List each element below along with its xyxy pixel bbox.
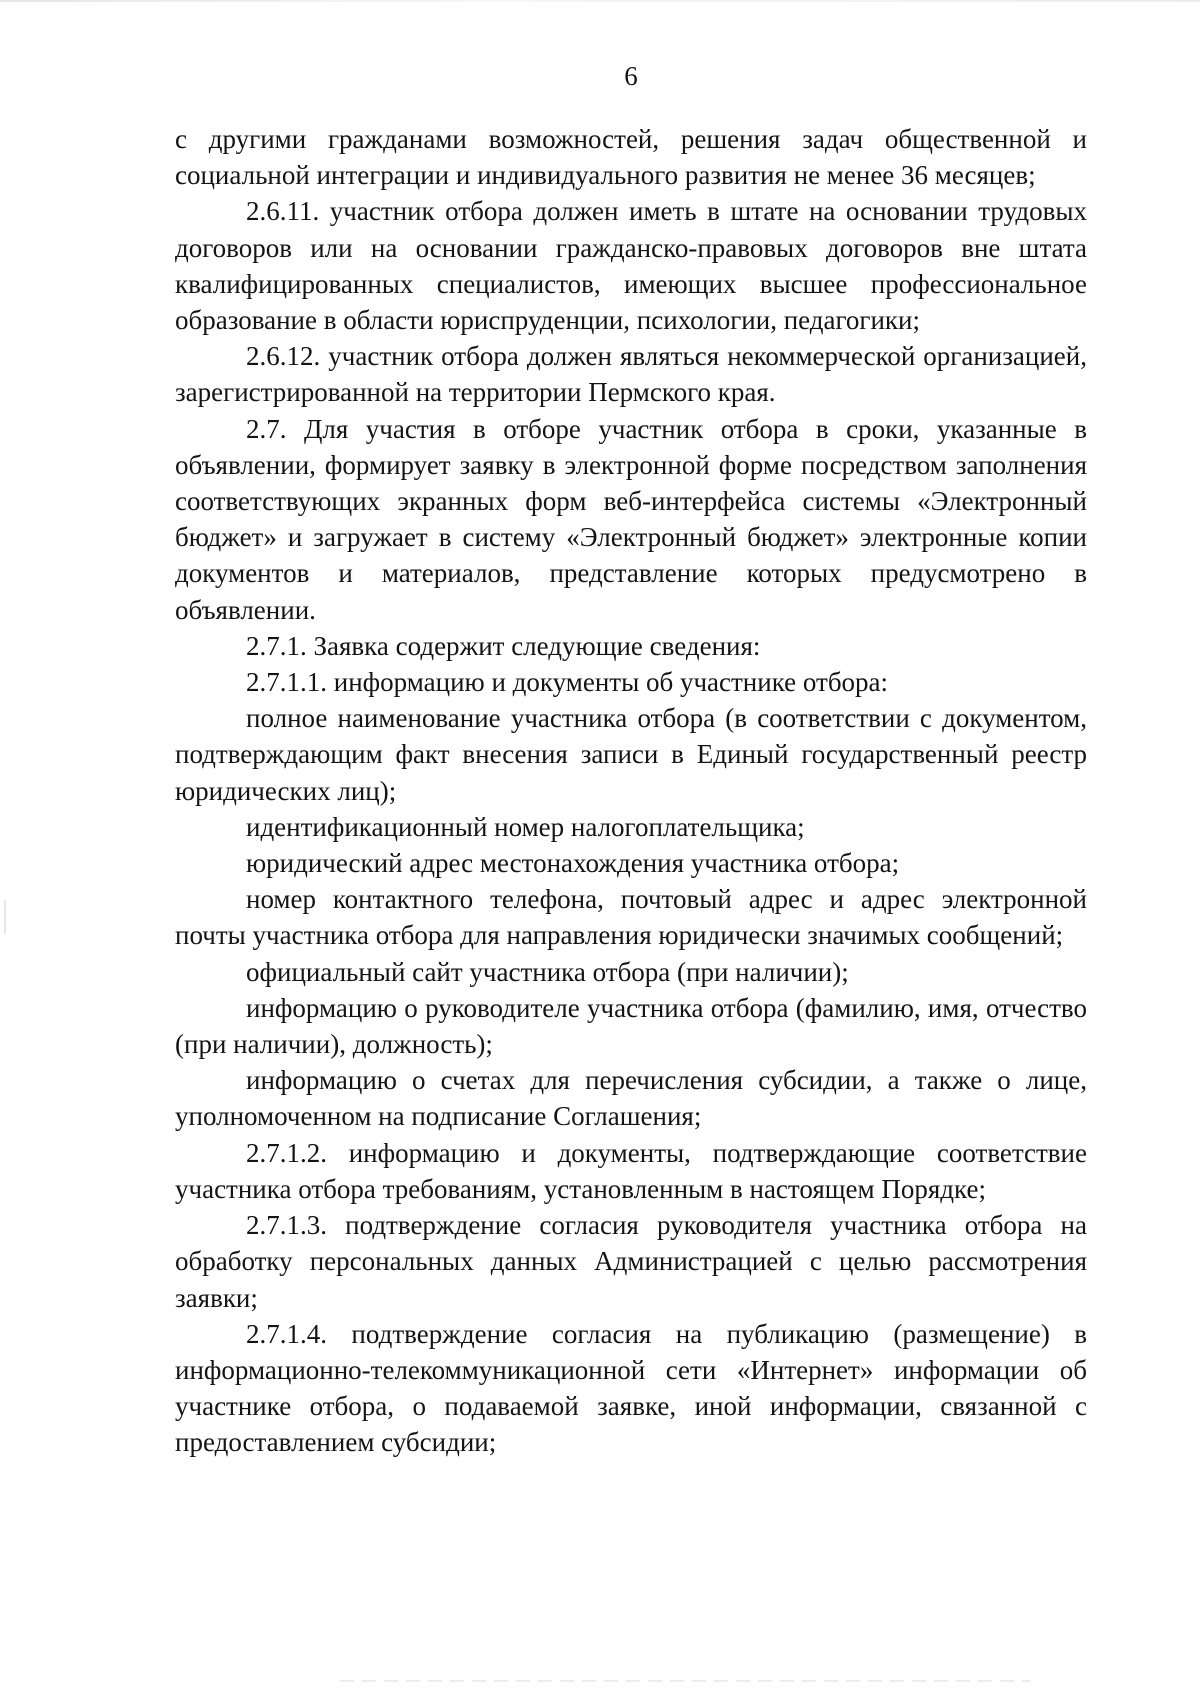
paragraph-continuation: с другими гражданами возможностей, решения задач общественной и социальной интеграции и индивидуального развития не менее 36 месяцев; — [175, 124, 1087, 191]
list-item-full-name: полное наименование участника отбора (в соответствии с документом, подтверждающим факт внесения записи в Единый государственный реестр юридических лиц); — [175, 703, 1087, 806]
list-item-accounts: информацию о счетах для перечисления субсидии, а также о лице, уполномоченном на подписание Соглашения; — [175, 1065, 1087, 1132]
paragraph-2-7-1-1: 2.7.1.1. информацию и документы об участнике отбора: — [246, 667, 889, 698]
list-item-contacts: номер контактного телефона, почтовый адрес и адрес электронной почты участника отбора для направления юридически значимых сообщений; — [175, 884, 1087, 951]
paragraph-2-7-1-2: 2.7.1.2. информацию и документы, подтверждающие соответствие участника отбора требованиям, установленным в настоящем Порядке; — [175, 1137, 1087, 1204]
paragraph-2-7: 2.7. Для участия в отборе участник отбора в сроки, указанные в объявлении, формирует заявку в электронной форме посредством заполнения соответствующих экранных форм веб-интерфейса системы «Электронный бюджет» и загружает в систему «Электронный бюджет» электронные копии документов и материалов, представление которых предусмотрено в объявлении. — [175, 413, 1087, 625]
paragraph-2-7-1: 2.7.1. Заявка содержит следующие сведения: — [246, 630, 761, 661]
paragraph-2-7-1-3: 2.7.1.3. подтверждение согласия руководителя участника отбора на обработку персональных данных Администрацией с целью рассмотрения заявки; — [175, 1210, 1087, 1313]
paragraph-2-7-1-4: 2.7.1.4. подтверждение согласия на публикацию (размещение) в информационно-телекоммуникационной сети «Интернет» информации об участнике отбора, о подаваемой заявке, иной информации, связанной с предоставлением субсидии; — [175, 1318, 1087, 1458]
scan-edge-artifact — [0, 0, 1200, 2]
list-item-legal-address: юридический адрес местонахождения участника отбора; — [246, 848, 900, 879]
paragraph-2-6-11: 2.6.11. участник отбора должен иметь в штате на основании трудовых договоров или на основании гражданско-правовых договоров вне штата квалифицированных специалистов, имеющих высшее профессиональное образование в области юриспруденции, психологии, педагогики; — [175, 196, 1087, 336]
document-body — [175, 121, 1087, 1461]
scan-edge-artifact — [4, 900, 6, 934]
list-item-inn: идентификационный номер налогоплательщика; — [246, 811, 805, 842]
list-item-website: официальный сайт участника отбора (при наличии); — [246, 956, 849, 987]
scan-edge-artifact — [340, 1680, 1030, 1682]
list-item-director: информацию о руководителе участника отбора (фамилию, имя, отчество (при наличии), должность); — [175, 992, 1087, 1060]
page-number: 6 — [624, 61, 638, 91]
paragraph-2-6-12: 2.6.12. участник отбора должен являться некоммерческой организацией, зарегистрированной на территории Пермского края. — [175, 341, 1087, 408]
